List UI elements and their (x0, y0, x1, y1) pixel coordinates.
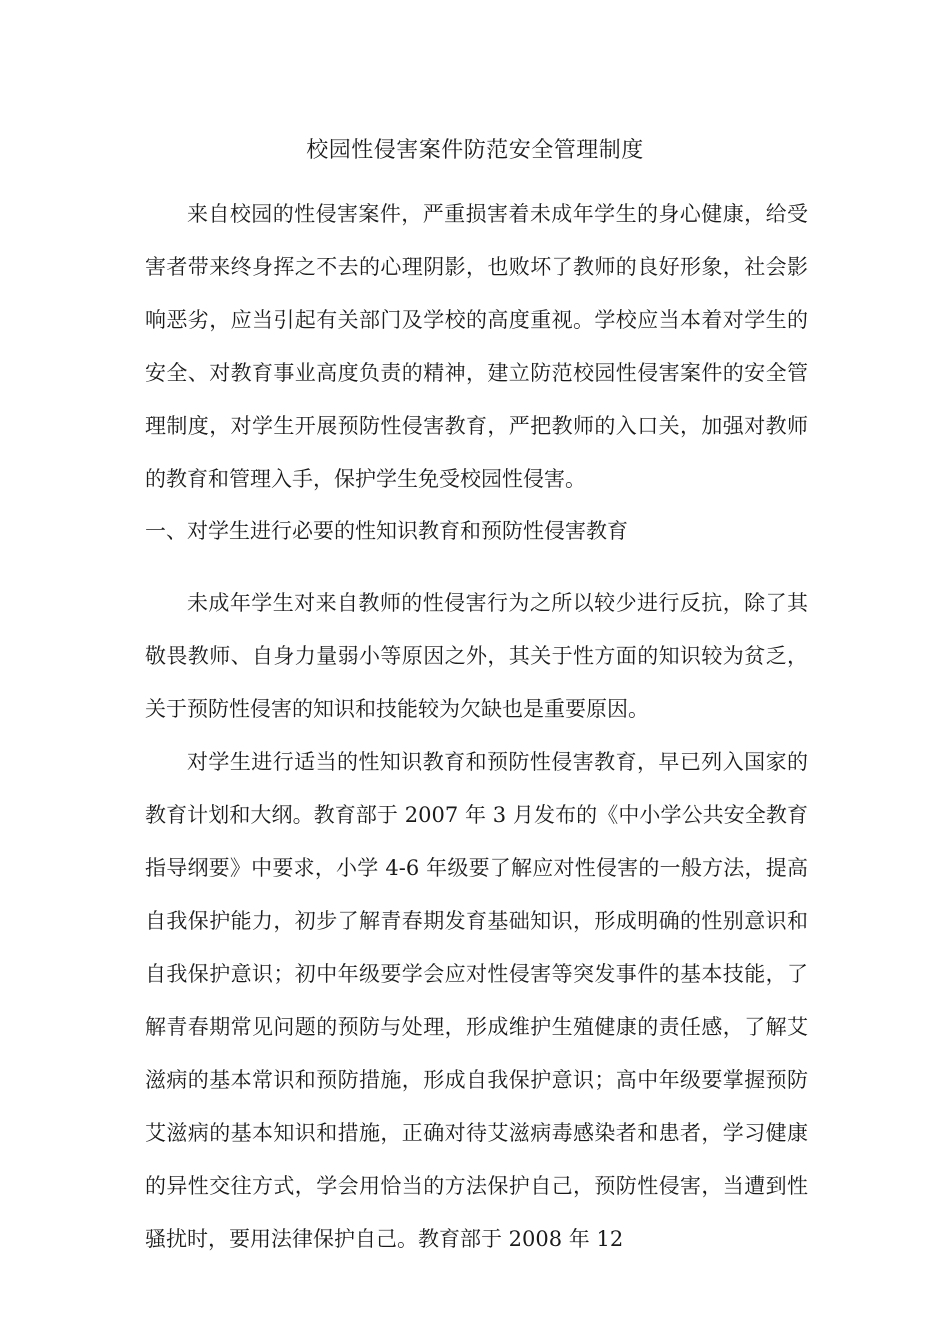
body-paragraph: 对学生进行适当的性知识教育和预防性侵害教育，早已列入国家的教育计划和大纲。教育部于 2007 年 3 月发布的《中小学公共安全教育指导纲要》中要求，小学 4-6 年级要了解应对性侵害的一般方法，提高自我保护能力，初步了解青春期发育基础知识，形成明确的性别意识和自我保护意识；初中年级要学会应对性侵害等突发事件的基本技能，了解青春期常见问题的预防与处理，形成维护生殖健康的责任感，了解艾滋病的基本常识和预防措施，形成自我保护意识；高中年级要掌握预防艾滋病的基本知识和措施，正确对待艾滋病毒感染者和患者，学习健康的异性交往方式，学会用恰当的方法保护自己，预防性侵害，当遭到性骚扰时，要用法律保护自己。教育部于 2008 年 12 (145, 750, 808, 1251)
intro-paragraph: 来自校园的性侵害案件，严重损害着未成年学生的身心健康，给受害者带来终身挥之不去的心理阴影，也败坏了教师的良好形象，社会影响恶劣，应当引起有关部门及学校的高度重视。学校应当本着对学生的安全、对教育事业高度负责的精神，建立防范校园性侵害案件的安全管理制度，对学生开展预防性侵害教育，严把教师的入口关，加强对教师的教育和管理入手，保护学生免受校园性侵害。 (145, 202, 808, 491)
body-paragraph: 未成年学生对来自教师的性侵害行为之所以较少进行反抗，除了其敬畏教师、自身力量弱小等原因之外，其关于性方面的知识较为贫乏，关于预防性侵害的知识和技能较为欠缺也是重要原因。 (145, 591, 808, 721)
document-title: 校园性侵害案件防范安全管理制度 (306, 138, 644, 163)
section-heading: 一、对学生进行必要的性知识教育和预防性侵害教育 (145, 519, 628, 543)
